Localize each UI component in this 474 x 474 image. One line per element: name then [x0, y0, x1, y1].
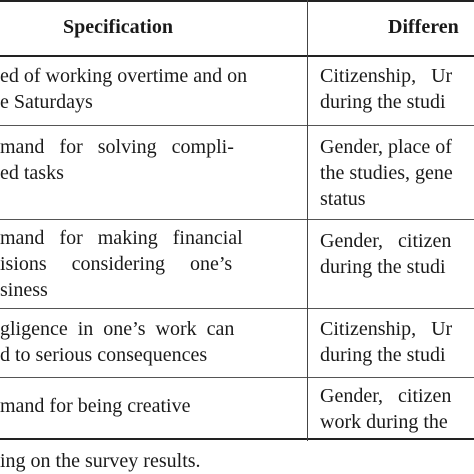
diff-line: Citizenship, Ur: [320, 65, 453, 87]
diff-line: Gender, place of: [320, 136, 452, 158]
spec-line: isions considering one’s: [0, 253, 233, 275]
header-differences: Differen: [388, 16, 459, 38]
spec-line: siness: [0, 279, 48, 301]
spec-cell-row-4: [0, 316, 234, 368]
diff-cell-row-3: [320, 228, 451, 280]
spec-line: d to serious consequences: [0, 344, 208, 366]
row-separator: [0, 125, 474, 126]
diff-line: status: [320, 188, 366, 210]
row-separator: [0, 308, 474, 309]
table-bottom-rule: [0, 438, 474, 440]
spec-line: ed tasks: [0, 162, 64, 184]
diff-cell-row-2: [320, 134, 453, 212]
diff-line: Gender, citizen: [320, 230, 452, 252]
spec-line: mand for making financial: [0, 227, 243, 249]
table-footnote: ing on the survey results.: [0, 450, 201, 472]
diff-cell-row-4: [320, 316, 452, 368]
spec-cell-row-5: [0, 393, 190, 419]
spec-cell-row-1: [0, 63, 247, 115]
diff-line: the studies, gene: [320, 162, 453, 184]
spec-line: ed of working overtime and on: [0, 65, 248, 87]
diff-cell-row-1: [320, 63, 452, 115]
row-separator: [0, 219, 474, 220]
spec-line: gligence in one’s work can: [0, 318, 235, 340]
diff-line: work during the: [320, 411, 448, 433]
diff-cell-row-5: [320, 383, 451, 435]
spec-cell-row-2: [0, 134, 234, 186]
column-divider: [307, 0, 308, 441]
header-specification: Specification: [63, 16, 173, 38]
diff-line: during the studi: [320, 91, 446, 113]
spec-line: mand for solving compli-: [0, 136, 234, 158]
row-separator: [0, 377, 474, 378]
diff-line: Citizenship, Ur: [320, 318, 453, 340]
diff-line: during the studi: [320, 344, 446, 366]
diff-line: Gender, citizen: [320, 385, 452, 407]
spec-line: e Saturdays: [0, 91, 93, 113]
spec-line: mand for being creative: [0, 395, 191, 417]
diff-line: during the studi: [320, 256, 446, 278]
spec-cell-row-3: [0, 225, 243, 303]
header-bottom-rule: [0, 55, 474, 57]
